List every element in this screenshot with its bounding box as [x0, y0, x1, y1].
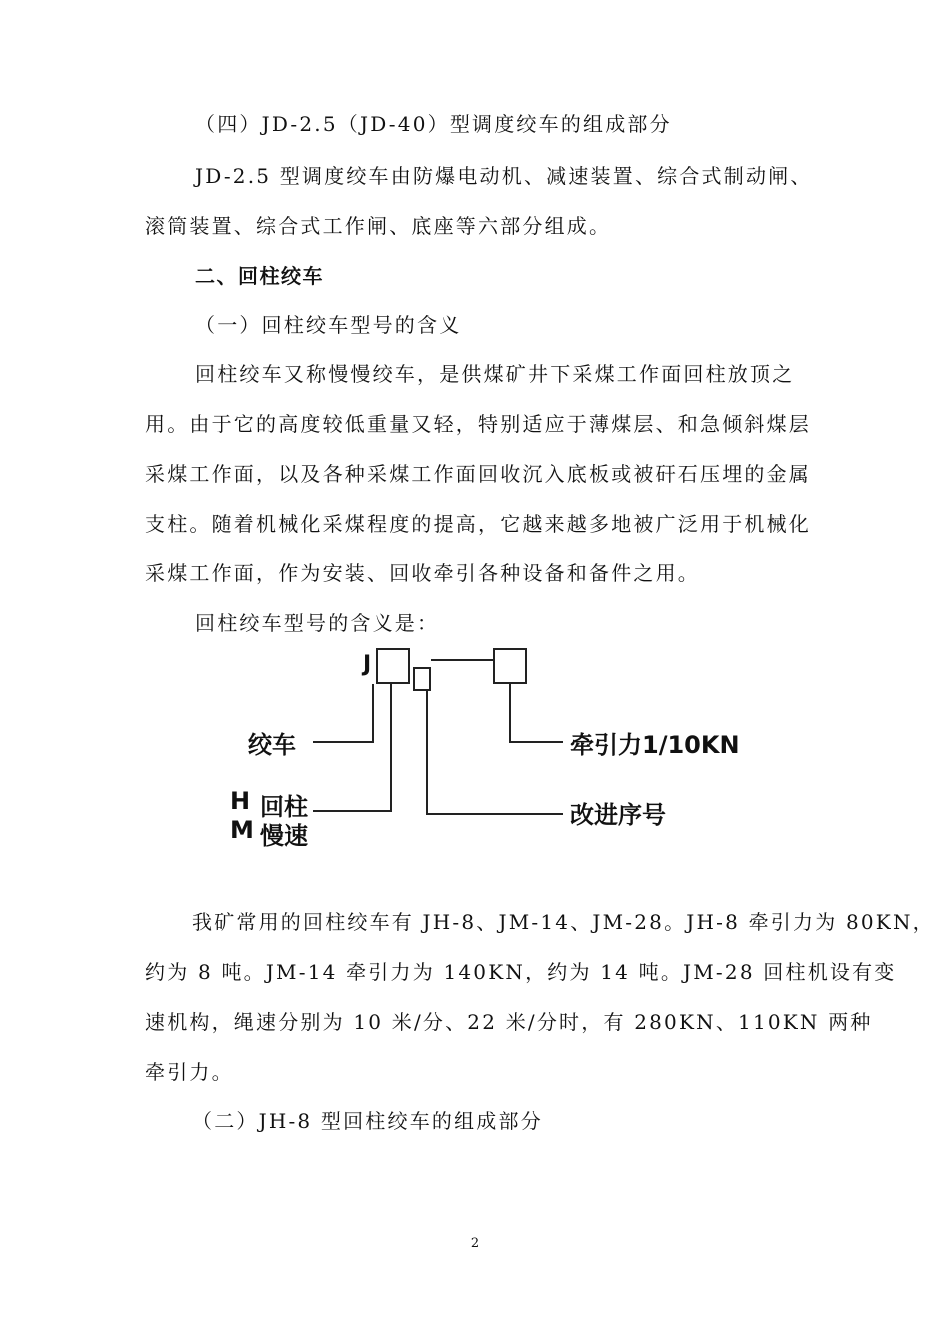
paragraph-jd25-line2: 滚筒装置、综合式工作闸、底座等六部分组成。: [145, 214, 612, 238]
diagram-letter-m: M: [230, 816, 254, 844]
section-heading-jh8-components: （二）JH-8 型回柱绞车的组成部分: [192, 1109, 543, 1133]
diagram-connector-revision-h: [426, 813, 563, 815]
paragraph-prop-winch-line1: 回柱绞车又称慢慢绞车，是供煤矿井下采煤工作面回柱放顶之: [195, 362, 795, 386]
diagram-label-winch: 绞车: [248, 731, 296, 759]
diagram-connector-traction-h: [509, 741, 563, 743]
paragraph-jd25-line1: JD-2.5 型调度绞车由防爆电动机、减速装置、综合式制动闸、: [195, 164, 813, 188]
paragraph-common-winches-line4: 牵引力。: [145, 1060, 234, 1084]
paragraph-common-winches-line3: 速机构，绳速分别为 10 米/分、22 米/分时，有 280KN、110KN 两种: [145, 1010, 873, 1034]
diagram-box-revision: [413, 667, 431, 691]
diagram-label-traction: 牵引力1/10KN: [570, 731, 740, 759]
diagram-connector-type-v: [390, 684, 392, 811]
diagram-connector-winch-h: [313, 741, 374, 743]
paragraph-model-meaning-intro: 回柱绞车型号的含义是：: [195, 611, 440, 635]
diagram-dash-line: [431, 659, 493, 661]
diagram-label-h: 回柱: [260, 793, 308, 821]
section-heading-model-meaning: （一）回柱绞车型号的含义: [195, 313, 462, 337]
diagram-connector-traction-v: [509, 684, 511, 743]
diagram-box-traction: [493, 648, 527, 684]
diagram-prefix-letter: J: [363, 652, 372, 677]
paragraph-common-winches-line1: 我矿常用的回柱绞车有 JH-8、JM-14、JM-28。JH-8 牵引力为 80KN，: [192, 910, 935, 934]
diagram-label-m: 慢速: [260, 822, 308, 850]
paragraph-common-winches-line2: 约为 8 吨。JM-14 牵引力为 140KN，约为 14 吨。JM-28 回柱机设有变: [145, 960, 897, 984]
paragraph-prop-winch-line4: 支柱。随着机械化采煤程度的提高，它越来越多地被广泛用于机械化: [145, 512, 811, 536]
diagram-connector-type-h: [313, 810, 392, 812]
diagram-letter-h: H: [230, 787, 251, 815]
diagram-connector-revision-v: [426, 691, 428, 815]
paragraph-prop-winch-line3: 采煤工作面，以及各种采煤工作面回收沉入底板或被矸石压埋的金属: [145, 462, 811, 486]
diagram-label-revision: 改进序号: [570, 801, 666, 829]
page-number: 2: [470, 1236, 480, 1251]
diagram-connector-winch-v: [372, 684, 374, 742]
section-heading-jd25-components: （四）JD-2.5（JD-40）型调度绞车的组成部分: [195, 112, 672, 136]
paragraph-prop-winch-line2: 用。由于它的高度较低重量又轻，特别适应于薄煤层、和急倾斜煤层: [145, 412, 811, 436]
diagram-box-type: [376, 648, 410, 684]
chapter-heading-prop-winch: 二、回柱绞车: [195, 264, 324, 288]
paragraph-prop-winch-line5: 采煤工作面，作为安装、回收牵引各种设备和备件之用。: [145, 561, 700, 585]
